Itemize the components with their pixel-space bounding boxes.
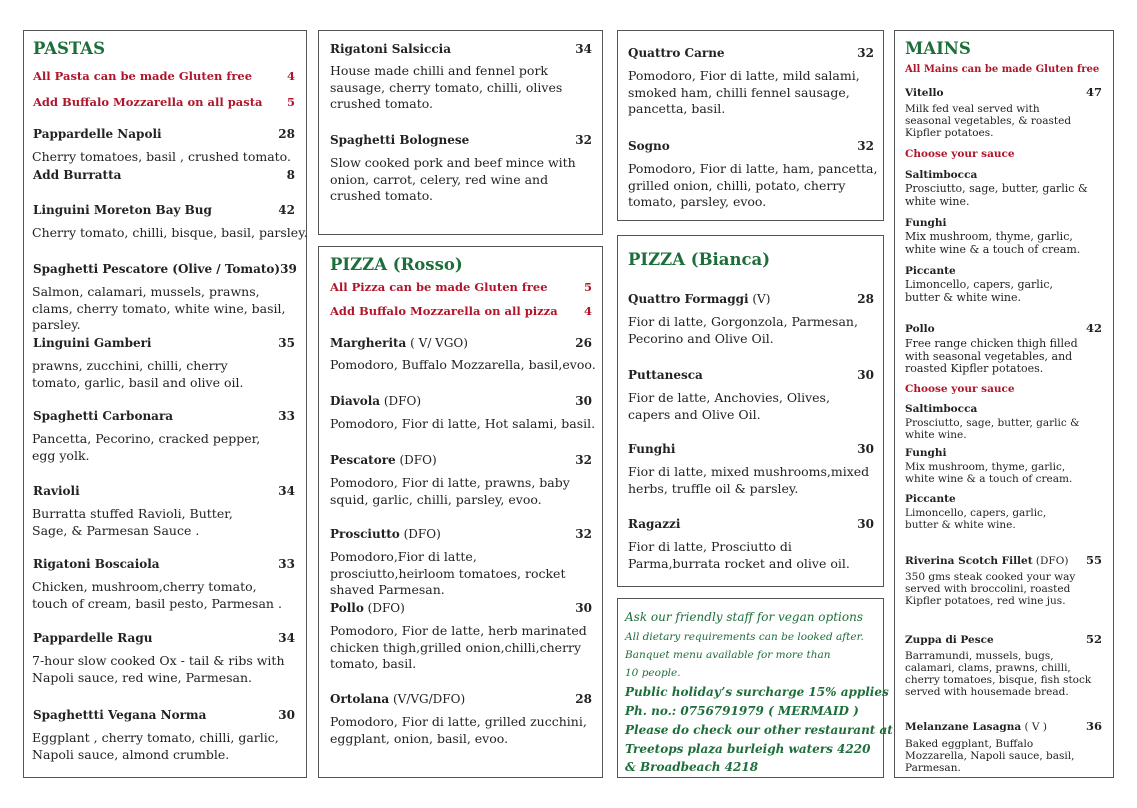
menu-item: Pappardelle Ragu 34 [33,631,295,645]
menu-item: Diavola (DFO) 30 [330,394,592,408]
pastas-panel [23,30,307,778]
sauce-name: Piccante [905,265,956,277]
sauce-description: Limoncello, capers, garlic, butter & white wine. [905,507,1047,531]
item-description: Barramundi, mussels, bugs, calamari, clams, prawns, chilli, cherry tomatoes, bisque, fish stock served with housemade bread. [905,650,1092,698]
item-description: Milk fed veal served with seasonal vegetables, & roasted Kipfler potatoes. [905,103,1072,139]
item-description: Baked eggplant, Buffalo Mozzarella, Napoli sauce, basil, Parmesan. [905,738,1075,774]
menu-item: Ravioli 34 [33,484,295,498]
mains-gluten-note: All Mains can be made Gluten free [905,64,1100,75]
vegan-note: Ask our friendly staff for vegan options [625,610,863,624]
menu-item: Pollo (DFO) 30 [330,601,592,615]
menu-item: Linguini Gamberi 35 [33,336,295,350]
item-description: Pomodoro, Fior di latte, prawns, baby squid, garlic, chilli, parsley, evoo. [330,475,570,507]
menu-item: Sogno 32 [628,139,874,153]
menu-item: Spaghetti Bolognese 32 [330,133,592,147]
choose-sauce-label: Choose your sauce [905,383,1015,395]
mains-heading: MAINS [905,39,971,58]
pizza-bianca-panel [617,235,884,587]
other-restaurant-note: Please do check our other restaurant at [625,723,893,737]
choose-sauce-label: Choose your sauce [905,148,1015,160]
item-description: Fior de latte, Anchovies, Olives, capers and Olive Oil. [628,390,830,422]
item-description: House made chilli and fennel pork sausage, cherry tomato, chilli, olives crushed tomato. [330,63,563,111]
dietary-note: All dietary requirements can be looked after. [625,631,864,643]
menu-item: Pappardelle Napoli 28 [33,127,295,141]
menu-item: Vitello 47 [905,85,1102,99]
pizza-specials-panel [617,30,884,221]
item-description: Chicken, mushroom,cherry tomato, touch of cream, basil pesto, Parmesan . [32,579,282,611]
menu-item: Spaghettti Vegana Norma 30 [33,708,295,722]
item-description: Pancetta, Pecorino, cracked pepper, egg yolk. [32,431,261,463]
menu-item: Add Burratta 8 [33,168,295,182]
item-description: Pomodoro, Fior de latte, herb marinated chicken thigh,grilled onion,chilli,cherry tomato, basil. [330,623,587,671]
pizza-gluten-note: All Pizza can be made Gluten free 5 [330,280,592,294]
item-description: Eggplant , cherry tomato, chilli, garlic, Napoli sauce, almond crumble. [32,730,279,762]
menu-item: Margherita ( V/ VGO) 26 [330,336,592,350]
item-description: Fior di latte, Gorgonzola, Parmesan, Pecorino and Olive Oil. [628,314,858,346]
menu-item: Prosciutto (DFO) 32 [330,527,592,541]
item-description: prawns, zucchini, chilli, cherry tomato, garlic, basil and olive oil. [32,358,244,390]
sauce-name: Funghi [905,447,947,459]
menu-item: Ragazzi 30 [628,517,874,531]
item-description: 7-hour slow cooked Ox - tail & ribs with Napoli sauce, red wine, Parmesan. [32,653,285,685]
item-description: Cherry tomato, chilli, bisque, basil, parsley. [32,225,308,240]
menu-item: Rigatoni Boscaiola 33 [33,557,295,571]
sauce-description: Mix mushroom, thyme, garlic, white wine & a touch of cream. [905,461,1073,485]
item-description: Slow cooked pork and beef mince with onion, carrot, celery, red wine and crushed tomato. [330,155,576,203]
item-description: Pomodoro, Fior di latte, mild salami, smoked ham, chilli fennel sausage, pancetta, basil. [628,68,860,116]
menu-item: Pollo 42 [905,321,1102,335]
menu-item: Spaghetti Carbonara 33 [33,409,295,423]
pizza-mozzarella-note: Add Buffalo Mozzarella on all pizza 4 [330,304,592,318]
item-description: Fior di latte, mixed mushrooms,mixed herbs, truffle oil & parsley. [628,464,870,496]
menu-item: Ortolana (V/VG/DFO) 28 [330,692,592,706]
restaurant-location-1: Treetops plaza burleigh waters 4220 [625,742,871,756]
menu-item: Quattro Carne 32 [628,46,874,60]
restaurant-location-2: & Broadbeach 4218 [625,760,759,774]
surcharge-note: Public holiday’s surcharge 15% applies [625,685,889,699]
sauce-name: Funghi [905,217,947,229]
pizza-rosso-heading: PIZZA (Rosso) [330,255,463,274]
mains-panel [894,30,1114,778]
item-description: Cherry tomatoes, basil , crushed tomato. [32,149,291,164]
banquet-note: Banquet menu available for more than [625,649,831,661]
banquet-note-cont: 10 people. [625,667,681,679]
menu-item: Linguini Moreton Bay Bug 42 [33,203,295,217]
pizza-bianca-heading: PIZZA (Bianca) [628,250,771,269]
info-panel [617,598,893,778]
pasta-continued-panel [318,30,603,235]
menu-item: Riverina Scotch Fillet (DFO) 55 [905,553,1102,567]
menu-item: Spaghetti Pescatore (Olive / Tomato) 39 [33,262,297,276]
menu-item: Quattro Formaggi (V) 28 [628,292,874,306]
sauce-name: Piccante [905,493,956,505]
item-description: Pomodoro, Buffalo Mozzarella, basil,evoo. [330,357,596,372]
menu-item: Melanzane Lasagna ( V ) 36 [905,719,1102,733]
item-description: Fior di latte, Prosciutto di Parma,burrata rocket and olive oil. [628,539,850,571]
sauce-name: Saltimbocca [905,403,978,415]
item-description: Burratta stuffed Ravioli, Butter, Sage, & Parmesan Sauce . [32,506,233,538]
sauce-name: Saltimbocca [905,169,978,181]
item-description: Free range chicken thigh filled with seasonal vegetables, and roasted Kipfler potatoes. [905,337,1078,375]
pizza-rosso-panel [318,246,603,778]
sauce-description: Limoncello, capers, garlic, butter & white wine. [905,278,1054,304]
pasta-gluten-note: All Pasta can be made Gluten free 4 [33,69,295,83]
item-description: 350 gms steak cooked your way served with broccolini, roasted Kipfler potatoes, red wine jus. [905,571,1076,607]
menu-item: Zuppa di Pesce 52 [905,632,1102,646]
menu-item: Pescatore (DFO) 32 [330,453,592,467]
phone-number: Ph. no.: 0756791979 ( MERMAID ) [625,704,859,718]
pasta-mozzarella-note: Add Buffalo Mozzarella on all pasta 5 [33,95,295,109]
item-description: Pomodoro, Fior di latte, Hot salami, basil. [330,416,596,431]
menu-item: Rigatoni Salsiccia 34 [330,42,592,56]
menu-item: Funghi 30 [628,442,874,456]
item-description: Pomodoro, Fior di latte, ham, pancetta, grilled onion, chilli, potato, cherry tomato, parsley, evoo. [628,161,878,209]
sauce-description: Mix mushroom, thyme, garlic, white wine & a touch of cream. [905,230,1081,256]
item-description: Pomodoro,Fior di latte, prosciutto,heirloom tomatoes, rocket shaved Parmesan. [330,549,566,597]
pastas-heading: PASTAS [33,39,106,58]
item-description: Salmon, calamari, mussels, prawns, clams, cherry tomato, white wine, basil, parsley. [32,284,286,332]
sauce-description: Prosciutto, sage, butter, garlic & white wine. [905,182,1088,208]
item-description: Pomodoro, Fior di latte, grilled zucchini, eggplant, onion, basil, evoo. [330,714,587,746]
sauce-description: Prosciutto, sage, butter, garlic & white wine. [905,417,1080,441]
menu-item: Puttanesca 30 [628,368,874,382]
